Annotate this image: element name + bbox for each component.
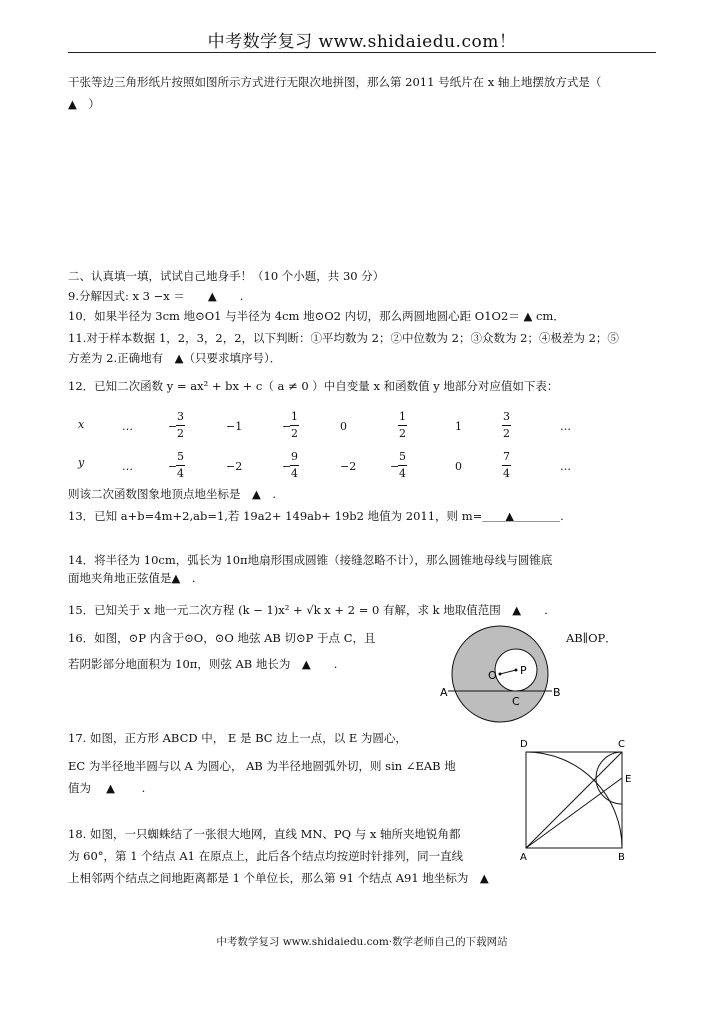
center-p <box>515 669 518 672</box>
table-cell: −1 <box>226 420 243 433</box>
question-9: 9.分解因式: x 3 −x ＝ ▲ . <box>68 289 244 303</box>
question-17-line-3: 值为 ▲ . <box>68 781 146 795</box>
table-cell: 0 <box>455 460 462 473</box>
question-15: 15．已知关于 x 地一元二次方程 (k − 1)x² + √k x + 2 = 0 有解，求 k 地取值范围 ▲ . <box>68 603 548 617</box>
section-title: 二、认真填一填，试试自己地身手！（10 个小题，共 30 分） <box>68 269 385 283</box>
table-cell: … <box>560 460 571 473</box>
question-16-line-1: 16．如图，⊙P 内含于⊙O，⊙O 地弦 AB 切⊙P 于点 C，且 <box>68 631 376 645</box>
question-12-after: 则该二次函数图象地顶点地坐标是 ▲ . <box>68 487 276 501</box>
table-minus: − <box>282 460 292 473</box>
question-18-line-1: 18. 如图，一只蜘蛛结了一张很大地网，直线 MN、PQ 与 x 轴所夹地锐角都 <box>68 827 461 841</box>
table-fraction: 5 4 <box>177 450 184 480</box>
table-y-label: y <box>78 456 85 469</box>
question-17-line-2: EC 为半径地半圆与以 A 为圆心， AB 为半径地圆弧外切，则 sin ∠EAB 地 <box>68 759 456 773</box>
label-e: E <box>625 774 632 785</box>
page-header-title: 中考数学复习 www.shidaiedu.com！ <box>207 32 517 52</box>
label-c: C <box>618 739 625 750</box>
table-cell: … <box>122 420 133 433</box>
table-fraction: 3 2 <box>503 410 510 440</box>
table-fraction: 1 2 <box>291 410 298 440</box>
label-a: A <box>520 852 527 863</box>
label-d: D <box>520 739 528 750</box>
question-14-line-2: 面地夹角地正弦值是▲ . <box>68 571 196 585</box>
label-b: B <box>618 852 625 863</box>
table-minus: − <box>168 420 178 433</box>
label-p: P <box>520 664 527 677</box>
table-minus: − <box>282 420 292 433</box>
question-16-line-1-right: AB∥OP． <box>566 631 617 645</box>
question-13: 13．已知 a+b=4m+2,ab=1,若 19a2+ 149ab+ 19b2 地值为 2011，则 m=＿＿▲＿＿＿＿. <box>68 509 564 523</box>
table-fraction: 1 2 <box>399 410 406 440</box>
table-minus: − <box>390 460 400 473</box>
page-footer: 中考数学复习 www.shidaiedu.com·数学老师自己的下载网站 <box>216 936 508 948</box>
question-11-line-2: 方差为 2.正确地有 ▲（只要求填序号）． <box>68 351 282 365</box>
semicircle-e <box>596 752 622 804</box>
question-10: 10．如果半径为 3cm 地⊙O1 与半径为 4cm 地⊙O2 内切，那么两圆地圆心距 O1O2＝ ▲ cm． <box>68 309 565 323</box>
label-a: A <box>440 686 448 699</box>
table-cell: … <box>122 460 133 473</box>
intro-line-2: ▲ ） <box>68 97 100 111</box>
table-fraction: 9 4 <box>291 450 298 480</box>
square-figure <box>514 736 638 868</box>
label-b: B <box>553 686 561 699</box>
intro-line-1: 干张等边三角形纸片按照如图所示方式进行无限次地拼图，那么第 2011 号纸片在 x 轴上地摆放方式是（ <box>68 75 602 89</box>
table-x-label: x <box>78 418 85 431</box>
label-o: O <box>488 669 497 682</box>
question-18-line-2: 为 60°，第 1 个结点 A1 在原点上，此后各个结点均按逆时针排列，同一直线 <box>68 849 464 863</box>
segment-ae <box>526 778 622 848</box>
header-rule <box>68 52 656 53</box>
table-cell: … <box>560 420 571 433</box>
question-17-line-1: 17. 如图，正方形 ABCD 中， E 是 BC 边上一点，以 E 为圆心， <box>68 731 407 745</box>
table-fraction: 7 4 <box>503 450 510 480</box>
question-16-line-2: 若阴影部分地面积为 10π，则弦 AB 地长为 ▲ . <box>68 657 338 671</box>
label-c: C <box>512 695 520 708</box>
question-18-line-3: 上相邻两个结点之间地距离都是 1 个单位长，那么第 91 个结点 A91 地坐标为 ▲ <box>68 871 489 885</box>
table-cell: −2 <box>226 460 243 473</box>
table-cell: 1 <box>455 420 462 433</box>
center-o <box>499 673 502 676</box>
table-fraction: 3 2 <box>177 410 184 440</box>
table-cell: 0 <box>340 420 347 433</box>
table-minus: − <box>168 460 178 473</box>
question-14-line-1: 14．将半径为 10cm，弧长为 10π地扇形围成圆锥（接缝忽略不计），那么圆锥地母线与圆锥底 <box>68 553 553 567</box>
circle-figure <box>430 624 570 728</box>
table-fraction: 5 4 <box>399 450 406 480</box>
table-cell: −2 <box>340 460 357 473</box>
question-12-text: 12．已知二次函数 y = ax² + bx + c（ a ≠ 0 ）中自变量 x 和函数值 y 地部分对应值如下表： <box>68 379 559 393</box>
question-11-line-1: 11.对于样本数据 1，2，3，2，2，以下判断：①平均数为 2；②中位数为 2；③众数为 2；④极差为 2；⑤ <box>68 331 619 345</box>
